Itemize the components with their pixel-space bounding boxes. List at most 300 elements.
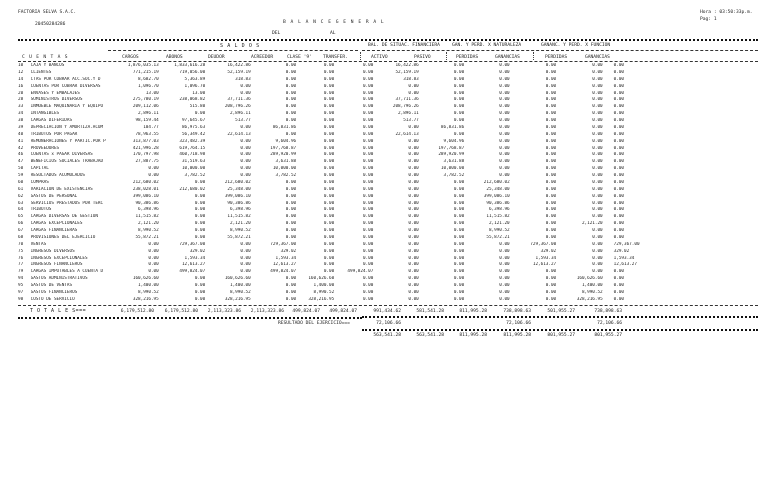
amount-cell: 729,367.00 (530, 241, 557, 247)
amount-cell: 0.00 (592, 248, 603, 254)
amount-cell: 1,593.34 (613, 255, 635, 261)
amount-cell: 0.00 (323, 255, 335, 261)
amount-cell: 0.00 (285, 283, 297, 288)
account-code: 64 (18, 207, 24, 213)
amount-cell: 0.00 (194, 193, 206, 199)
amount-cell: 0.00 (545, 269, 557, 275)
amount-cell: 0.00 (323, 159, 335, 165)
amount-cell: 0.00 (323, 145, 335, 151)
amount-cell: 0.00 (285, 193, 297, 199)
table-row (18, 194, 758, 201)
amount-cell: 0.00 (453, 262, 465, 268)
table-row (18, 228, 758, 235)
amount-cell: 0.00 (613, 63, 625, 68)
amount-cell: 0.00 (362, 63, 374, 68)
table-row (18, 221, 758, 228)
amount-cell: 22,614.13 (395, 131, 419, 137)
amount-cell: 719,056.00 (179, 69, 206, 75)
account-name: GASTOS DE PERSONAL (30, 193, 78, 199)
amount-cell: 0.00 (545, 131, 557, 137)
amount-cell: 0.00 (194, 276, 206, 282)
amount-cell: 0.00 (592, 186, 603, 192)
amount-cell: 37,711.36 (227, 97, 251, 103)
amount-cell: 0.00 (499, 118, 510, 123)
amount-cell: 328,216.95 (576, 296, 603, 302)
amount-cell: 0.00 (362, 207, 374, 213)
account-name: SERVICIOS PRESTADOS POR TERC (30, 200, 104, 206)
amount-cell: 0.00 (592, 262, 603, 268)
amount-cell: 0.00 (240, 255, 251, 261)
amount-cell: 1,593.34 (275, 255, 297, 261)
amount-cell: 0.00 (453, 104, 465, 110)
account-code: 75 (18, 248, 24, 254)
amount-cell: 2,121.20 (488, 221, 510, 227)
amount-cell: 0.00 (499, 145, 510, 151)
total-value: 6,179,512.80 (120, 309, 154, 314)
amount-cell: 2,121.20 (138, 221, 159, 227)
amount-cell: 0.00 (545, 90, 557, 96)
amount-cell: 729,367.00 (270, 241, 297, 247)
amount-cell: 0.00 (323, 269, 335, 275)
amount-cell: 10,000.00 (181, 166, 206, 172)
table-row (18, 187, 758, 194)
amount-cell: 0.00 (323, 131, 335, 137)
amount-cell: 0.00 (499, 283, 510, 288)
amount-cell: 0.00 (613, 200, 625, 206)
amount-cell: 0.00 (592, 104, 603, 110)
amount-cell: 0.00 (362, 76, 374, 82)
amount-cell: 0.00 (323, 104, 335, 110)
total-value: 991,434.62 (373, 309, 401, 314)
amount-cell: 0.00 (408, 83, 419, 89)
amount-cell: 0.00 (592, 173, 603, 178)
amount-cell: 8,990.52 (488, 228, 510, 233)
amount-cell: 170,797.98 (132, 152, 159, 158)
account-name: PROVEEDORES (30, 145, 60, 151)
group-gan-naturaleza: GAN. Y PERD. X NATURALEZA (452, 43, 522, 48)
amount-cell: 0.00 (545, 69, 557, 75)
amount-cell: 0.00 (240, 166, 251, 172)
amount-cell: 0.00 (592, 207, 603, 213)
amount-cell: 0.00 (613, 97, 625, 103)
amount-cell: 0.00 (240, 248, 251, 254)
amount-cell: 55,872.21 (135, 234, 159, 240)
amount-cell: 0.00 (285, 76, 297, 82)
amount-cell: 0.00 (323, 221, 335, 227)
amount-cell: 275,780.19 (132, 97, 159, 103)
amount-cell: 86,831.86 (272, 124, 297, 130)
amount-cell: 329.02 (280, 248, 297, 254)
date-to-label: AL (330, 31, 336, 36)
amount-cell: 0.00 (453, 241, 465, 247)
amount-cell: 0.00 (240, 262, 251, 268)
amount-cell: 1,096.70 (138, 83, 159, 89)
amount-cell: 12,613.27 (181, 262, 206, 268)
amount-cell: 13.00 (192, 90, 206, 96)
table-row (18, 91, 758, 98)
amount-cell: 52,159.19 (395, 69, 419, 75)
account-code: 79 (18, 269, 24, 275)
col-cuentas: C U E N T A S (22, 55, 69, 60)
account-code: 66 (18, 221, 24, 227)
table-row (18, 159, 758, 166)
col-transfer: TRANSFER. (323, 55, 348, 60)
amount-cell: 0.00 (545, 118, 557, 123)
amount-cell: 0.00 (613, 283, 625, 288)
account-name: INGRESOS FINANCIEROS (30, 262, 83, 268)
amount-cell: 0.00 (285, 228, 297, 233)
table-row (18, 242, 758, 249)
amount-cell: 0.00 (592, 214, 603, 220)
table-row (18, 173, 758, 180)
final-total-value: 563,541.28 (416, 333, 444, 338)
amount-cell: 0.00 (240, 159, 251, 165)
amount-cell: 499,824.07 (179, 269, 206, 275)
amount-cell: 0.00 (592, 131, 603, 137)
final-total-value: 811,995.28 (459, 333, 487, 338)
amount-cell: 328,216.95 (308, 296, 335, 302)
amount-cell: 0.00 (240, 241, 251, 247)
table-row (18, 97, 758, 104)
amount-cell: 0.00 (499, 97, 510, 103)
account-name: GASTOS ADMINISTRATIVOS (30, 276, 88, 282)
amount-cell: 318.83 (235, 76, 251, 82)
amount-cell: 9,604.96 (443, 138, 465, 144)
amount-cell: 0.00 (240, 138, 251, 144)
amount-cell: 0.00 (408, 179, 419, 185)
amount-cell: 0.00 (453, 90, 465, 96)
amount-cell: 0.00 (545, 289, 557, 295)
amount-cell: 0.00 (499, 159, 510, 165)
final-total-value: 801,955.27 (547, 333, 575, 338)
amount-cell: 0.00 (323, 207, 335, 213)
amount-cell: 0.00 (323, 200, 335, 206)
amount-cell: 2,121.20 (581, 221, 603, 227)
amount-cell: 0.00 (592, 83, 603, 89)
amount-cell: 0.00 (323, 262, 335, 268)
amount-cell: 0.00 (545, 276, 557, 282)
amount-cell: 0.00 (592, 193, 603, 199)
amount-cell: 55,872.21 (486, 234, 510, 240)
amount-cell: 238,028.01 (132, 186, 159, 192)
totals-bottom-border-right (362, 316, 758, 320)
table-row (18, 77, 758, 84)
resultado-value: 72,106.66 (506, 321, 531, 326)
amount-cell: 3,782.52 (443, 173, 465, 178)
amount-cell: 0.00 (194, 228, 206, 233)
amount-cell: 0.00 (499, 269, 510, 275)
amount-cell: 0.00 (285, 90, 297, 96)
account-name: CARGAS DIFERIDAS (30, 118, 73, 123)
account-code: 67 (18, 228, 24, 233)
amount-cell: 0.00 (408, 152, 419, 158)
amount-cell: 97,645.67 (181, 118, 206, 123)
account-code: 42 (18, 145, 24, 151)
account-code: 70 (18, 241, 24, 247)
amount-cell: 0.00 (408, 289, 419, 295)
amount-cell: 0.00 (545, 138, 557, 144)
amount-cell: 0.00 (545, 145, 557, 151)
account-code: 20 (18, 90, 24, 96)
amount-cell: 12,613.27 (532, 262, 557, 268)
amount-cell: 0.00 (499, 248, 510, 254)
amount-cell: 5,363.89 (184, 76, 206, 82)
amount-cell: 6,398.96 (138, 207, 159, 213)
amount-cell: 0.00 (240, 83, 251, 89)
account-name: CARGAS IMPUTABLES A CUENTA D (30, 269, 104, 275)
amount-cell: 8,990.52 (229, 289, 251, 295)
col-acreedor: ACREEDOR (251, 55, 274, 60)
amount-cell: 0.00 (323, 166, 335, 172)
amount-cell: 12,613.27 (272, 262, 297, 268)
amount-cell: 0.00 (453, 214, 465, 220)
amount-cell: 16,422.86 (395, 63, 419, 68)
amount-cell: 0.00 (408, 255, 419, 261)
account-name: TRIBUTOS POR PAGAR (30, 131, 78, 137)
amount-cell: 0.00 (545, 214, 557, 220)
amount-cell: 0.00 (408, 124, 419, 130)
table-row (18, 297, 758, 304)
amount-cell: 0.00 (613, 269, 625, 275)
table-row (18, 125, 758, 132)
total-value: 581,541.28 (416, 309, 444, 314)
amount-cell: 329.02 (189, 248, 206, 254)
amount-cell: 0.00 (285, 179, 297, 185)
separator-saldos (360, 52, 361, 60)
account-code: 62 (18, 193, 24, 199)
col-ganancias-naturaleza: GANANCIAS (495, 55, 520, 60)
amount-cell: 0.00 (453, 63, 465, 68)
amount-cell: 0.00 (362, 159, 374, 165)
amount-cell: 208,796.26 (224, 104, 251, 110)
amount-cell: 11,515.82 (227, 214, 251, 220)
amount-cell: 212,680.02 (224, 179, 251, 185)
amount-cell: 0.00 (545, 228, 557, 233)
amount-cell: 0.00 (453, 69, 465, 75)
amount-cell: 0.00 (285, 234, 297, 240)
amount-cell: 0.00 (408, 207, 419, 213)
account-name: COSTO DE SERVICIO (30, 296, 75, 302)
amount-cell: 0.00 (499, 241, 510, 247)
col-activo: ACTIVO (371, 55, 388, 60)
amount-cell: 0.00 (362, 221, 374, 227)
amount-cell: 160,626.60 (308, 276, 335, 282)
amount-cell: 0.00 (613, 76, 625, 82)
amount-cell: 0.00 (362, 104, 374, 110)
amount-cell: 0.00 (285, 104, 297, 110)
amount-cell: 25,348.00 (227, 186, 251, 192)
group-gan-funcion: GANANC. Y PERD. X FUNCION (541, 43, 611, 48)
account-name: INMUEBLE MAQUINARIA Y EQUIPO (30, 104, 104, 110)
amount-cell: 0.00 (285, 296, 297, 302)
amount-cell: 0.00 (613, 90, 625, 96)
account-name: REMUNERACIONES Y PARTIC.POR P (30, 138, 106, 144)
amount-cell: 0.00 (592, 228, 603, 233)
amount-cell: 1,593.34 (184, 255, 206, 261)
amount-cell: 160,626.60 (132, 276, 159, 282)
table-row (18, 118, 758, 125)
account-name: CUENTAS x PAGAR DIVERSAS (30, 152, 93, 158)
account-name: CLIENTES (30, 69, 52, 75)
amount-cell: 208,796.26 (392, 104, 419, 110)
amount-cell: 12,613.27 (613, 262, 637, 268)
amount-cell: 0.00 (408, 262, 419, 268)
amount-cell: 0.00 (362, 152, 374, 158)
amount-cell: 0.00 (285, 214, 297, 220)
amount-cell: 0.00 (592, 152, 603, 158)
account-code: 50 (18, 166, 24, 172)
table-row (18, 276, 758, 283)
amount-cell: 0.00 (592, 200, 603, 206)
amount-cell: 0.00 (453, 228, 465, 233)
amount-cell: 2,896.11 (138, 111, 159, 117)
total-value: 499,824.07 (292, 309, 320, 314)
amount-cell: 0.00 (362, 186, 374, 192)
account-name: CUENTAS POR COBRAR DIVERSAS (30, 83, 101, 89)
amount-cell: 0.00 (408, 248, 419, 254)
account-name: DEPRECIACION Y AMORTIZA.ACUM (30, 124, 104, 130)
amount-cell: 0.00 (453, 234, 465, 240)
amount-cell: 0.00 (592, 124, 603, 130)
table-row (18, 63, 758, 70)
amount-cell: 0.00 (362, 214, 374, 220)
account-name: COMPRAS (30, 179, 49, 185)
amount-cell: 0.00 (499, 131, 510, 137)
amount-cell: 1,833,616.28 (174, 63, 206, 68)
amount-cell: 0.00 (613, 83, 625, 89)
amount-cell: 0.00 (545, 83, 557, 89)
amount-cell: 328,216.95 (132, 296, 159, 302)
amount-cell: 0.00 (323, 173, 335, 178)
amount-cell: 90,386.86 (486, 200, 510, 206)
amount-cell: 0.00 (362, 118, 374, 123)
table-row (18, 152, 758, 159)
col-perdidas-funcion: PERDIDAS (545, 55, 568, 60)
amount-cell: 98,159.44 (135, 118, 159, 123)
account-code: 16 (18, 83, 24, 89)
amount-cell: 0.00 (240, 90, 251, 96)
amount-cell: 0.00 (453, 269, 465, 275)
account-name: CARGAS DIVERSAS DE GESTION (30, 214, 98, 220)
amount-cell: 0.00 (362, 228, 374, 233)
amount-cell: 0.00 (285, 200, 297, 206)
amount-cell: 0.00 (545, 76, 557, 82)
amount-cell: 55,872.21 (227, 234, 251, 240)
amount-cell: 0.00 (323, 124, 335, 130)
amount-cell: 0.00 (323, 90, 335, 96)
account-name: GASTOS DE VENTAS (30, 283, 73, 288)
amount-cell: 31,519.63 (181, 159, 206, 165)
account-name: ENVASES Y EMBALAJES (30, 90, 80, 96)
amount-cell: 0.00 (613, 276, 625, 282)
amount-cell: 0.00 (323, 241, 335, 247)
amount-cell: 0.00 (323, 228, 335, 233)
resultado-value: 72,106.66 (376, 321, 401, 326)
account-name: VENTAS (30, 241, 47, 247)
amount-cell: 318.83 (403, 76, 419, 82)
amount-cell: 197,768.87 (438, 145, 465, 151)
amount-cell: 0.00 (613, 138, 625, 144)
table-row (18, 166, 758, 173)
amount-cell: 0.00 (362, 138, 374, 144)
total-value: 738,898.63 (503, 309, 531, 314)
amount-cell: 0.00 (545, 186, 557, 192)
table-row (18, 146, 758, 153)
amount-cell: 0.00 (408, 90, 419, 96)
amount-cell: 0.00 (499, 276, 510, 282)
amount-cell: 6,398.96 (488, 207, 510, 213)
account-code: 14 (18, 76, 24, 82)
amount-cell: 0.00 (613, 152, 625, 158)
amount-cell: 90,386.86 (135, 200, 159, 206)
amount-cell: 1,400.00 (229, 283, 251, 288)
total-value: 738,898.63 (594, 309, 622, 314)
amount-cell: 0.00 (240, 152, 251, 158)
account-code: 34 (18, 111, 24, 117)
amount-cell: 0.00 (453, 200, 465, 206)
table-row (18, 111, 758, 118)
table-row (18, 269, 758, 276)
amount-cell: 0.00 (545, 166, 557, 172)
amount-cell: 0.00 (545, 193, 557, 199)
print-hour: Hora : 03:50:33p.m. (700, 10, 753, 15)
account-code: 39 (18, 124, 24, 130)
amount-cell: 1,096.70 (184, 83, 206, 89)
amount-cell: 0.00 (240, 269, 251, 275)
amount-cell: 86,975.63 (181, 124, 206, 130)
table-row (18, 214, 758, 221)
amount-cell: 0.00 (285, 111, 297, 117)
amount-cell: 0.00 (323, 83, 335, 89)
group-bal-situac: BAL. DE SITUAC. FINANCIERA (368, 43, 440, 48)
col-pasivo: PASIVO (414, 55, 431, 60)
amount-cell: 0.00 (592, 179, 603, 185)
amount-cell: 8,682.70 (138, 76, 159, 82)
amount-cell: 0.00 (453, 255, 465, 261)
amount-cell: 0.00 (362, 283, 374, 288)
amount-cell: 0.00 (453, 276, 465, 282)
final-total-value: 801,955.27 (594, 333, 622, 338)
amount-cell: 0.00 (453, 248, 465, 254)
col-ganancias-funcion: GANANCIAS (585, 55, 610, 60)
amount-cell: 104.77 (143, 124, 159, 130)
resultado-label: RESULTADO DEL EJERCICIO=== (278, 321, 350, 326)
account-code: 47 (18, 159, 24, 165)
amount-cell: 0.00 (408, 145, 419, 151)
amount-cell: 0.00 (453, 118, 465, 123)
amount-cell: 0.00 (148, 262, 159, 268)
account-code: 12 (18, 69, 24, 75)
amount-cell: 399,086.10 (483, 193, 510, 199)
amount-cell: 0.00 (285, 276, 297, 282)
amount-cell: 3,782.52 (184, 173, 206, 178)
amount-cell: 0.00 (408, 296, 419, 302)
amount-cell: 0.00 (453, 186, 465, 192)
account-name: RESULTADOS ACUMULADOS (30, 173, 85, 178)
table-row (18, 70, 758, 77)
amount-cell: 0.00 (613, 104, 625, 110)
amount-cell: 329.02 (540, 248, 557, 254)
amount-cell: 0.00 (545, 283, 557, 288)
account-code: 61 (18, 186, 24, 192)
amount-cell: 0.00 (408, 200, 419, 206)
amount-cell: 10,000.00 (440, 166, 465, 172)
amount-cell: 90,386.86 (227, 200, 251, 206)
amount-cell: 0.00 (148, 255, 159, 261)
account-code: 60 (18, 179, 24, 185)
account-name: INTANGIBLES (30, 111, 60, 117)
amount-cell: 37,711.36 (395, 97, 419, 103)
